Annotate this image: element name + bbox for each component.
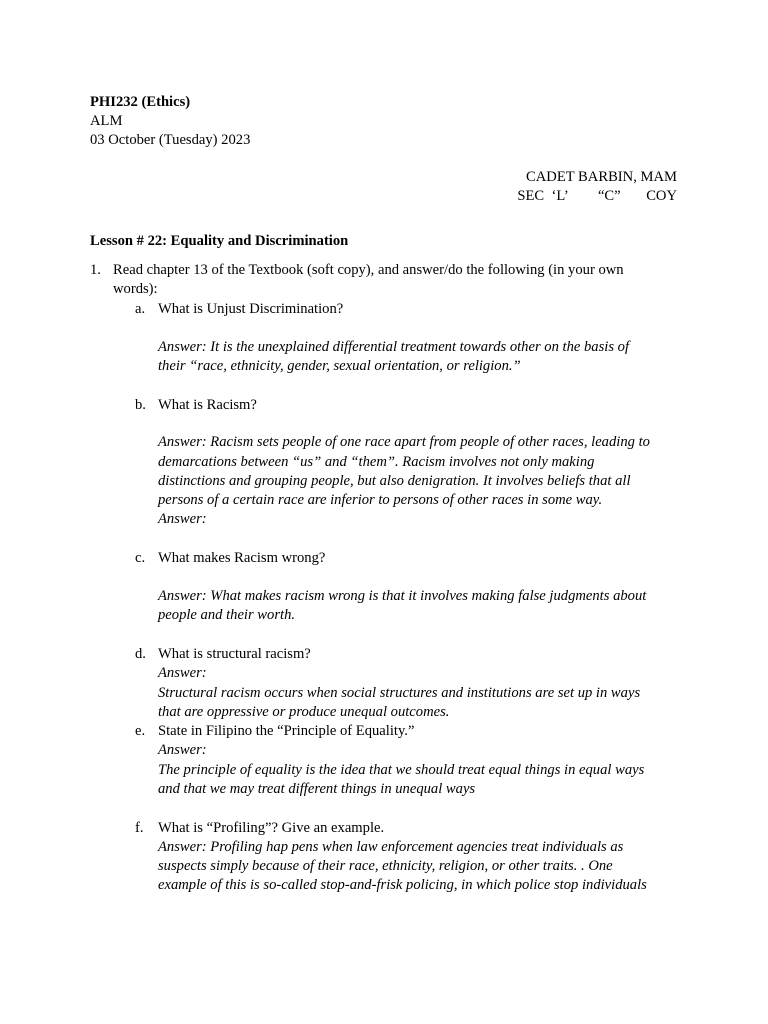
question-letter: c. (135, 550, 146, 566)
answer-line: Answer: (158, 742, 207, 758)
answer-line: Answer: (158, 665, 207, 681)
answer-line: and that we may treat different things in unequal ways (158, 781, 476, 797)
question-letter: f. (135, 820, 144, 836)
answer-line: that are oppressive or produce unequal outcomes. (158, 704, 450, 720)
student-name: CADET BARBIN, MAM (526, 169, 677, 185)
answer-line: Answer: Profiling hap pens when law enforcement agencies treat individuals as (158, 839, 624, 855)
answer-line: Structural racism occurs when social structures and institutions are set up in ways (158, 685, 641, 701)
answer-line: Answer: (158, 511, 207, 527)
student-section (517, 187, 677, 206)
answer-line: The principle of equality is the idea that we should treat equal things in equal ways (158, 762, 645, 778)
answer-line: Answer: It is the unexplained differential treatment towards other on the basis of (158, 339, 630, 355)
answer-line: their “race, ethnicity, gender, sexual orientation, or religion.” (158, 358, 521, 374)
question-text: What is Unjust Discrimination? (158, 301, 344, 317)
section-value: ‘L’ (551, 188, 569, 204)
section-label: SEC (517, 188, 545, 204)
answer-line: distinctions and grouping people, but also denigration. It involves beliefs that all (158, 473, 631, 489)
question-text: What is Racism? (158, 397, 257, 413)
question-text: What is structural racism? (158, 646, 311, 662)
task-number: 1. (90, 262, 101, 278)
instructor-initials: ALM (90, 113, 123, 129)
answer-line: Answer: Racism sets people of one race apart from people of other races, leading to (158, 434, 650, 450)
answer-line: persons of a certain race are inferior to persons of other races in some way. (158, 492, 603, 508)
answer-line: Answer: What makes racism wrong is that it involves making false judgments about (158, 588, 647, 604)
question-letter: a. (135, 301, 146, 317)
task-instruction-line-2: words): (113, 281, 158, 297)
question-text: What makes Racism wrong? (158, 550, 326, 566)
course-title: PHI232 (Ethics) (90, 94, 191, 110)
company-value: “C” (597, 188, 621, 204)
question-letter: e. (135, 723, 146, 739)
document-date: 03 October (Tuesday) 2023 (90, 132, 251, 148)
question-letter: b. (135, 397, 146, 413)
question-text: State in Filipino the “Principle of Equality.” (158, 723, 415, 739)
task-instruction-line-1: Read chapter 13 of the Textbook (soft copy), and answer/do the following (in your own (113, 262, 624, 278)
answer-line: suspects simply because of their race, ethnicity, religion, or other traits. . One (158, 858, 613, 874)
answer-line: example of this is so-called stop-and-frisk policing, in which police stop individuals (158, 877, 647, 893)
lesson-title: Lesson # 22: Equality and Discrimination (90, 233, 349, 249)
answer-line: demarcations between “us” and “them”. Racism involves not only making (158, 454, 595, 470)
answer-line: people and their worth. (158, 607, 296, 623)
question-letter: d. (135, 646, 146, 662)
question-text: What is “Profiling”? Give an example. (158, 820, 385, 836)
company-label: COY (646, 188, 677, 204)
